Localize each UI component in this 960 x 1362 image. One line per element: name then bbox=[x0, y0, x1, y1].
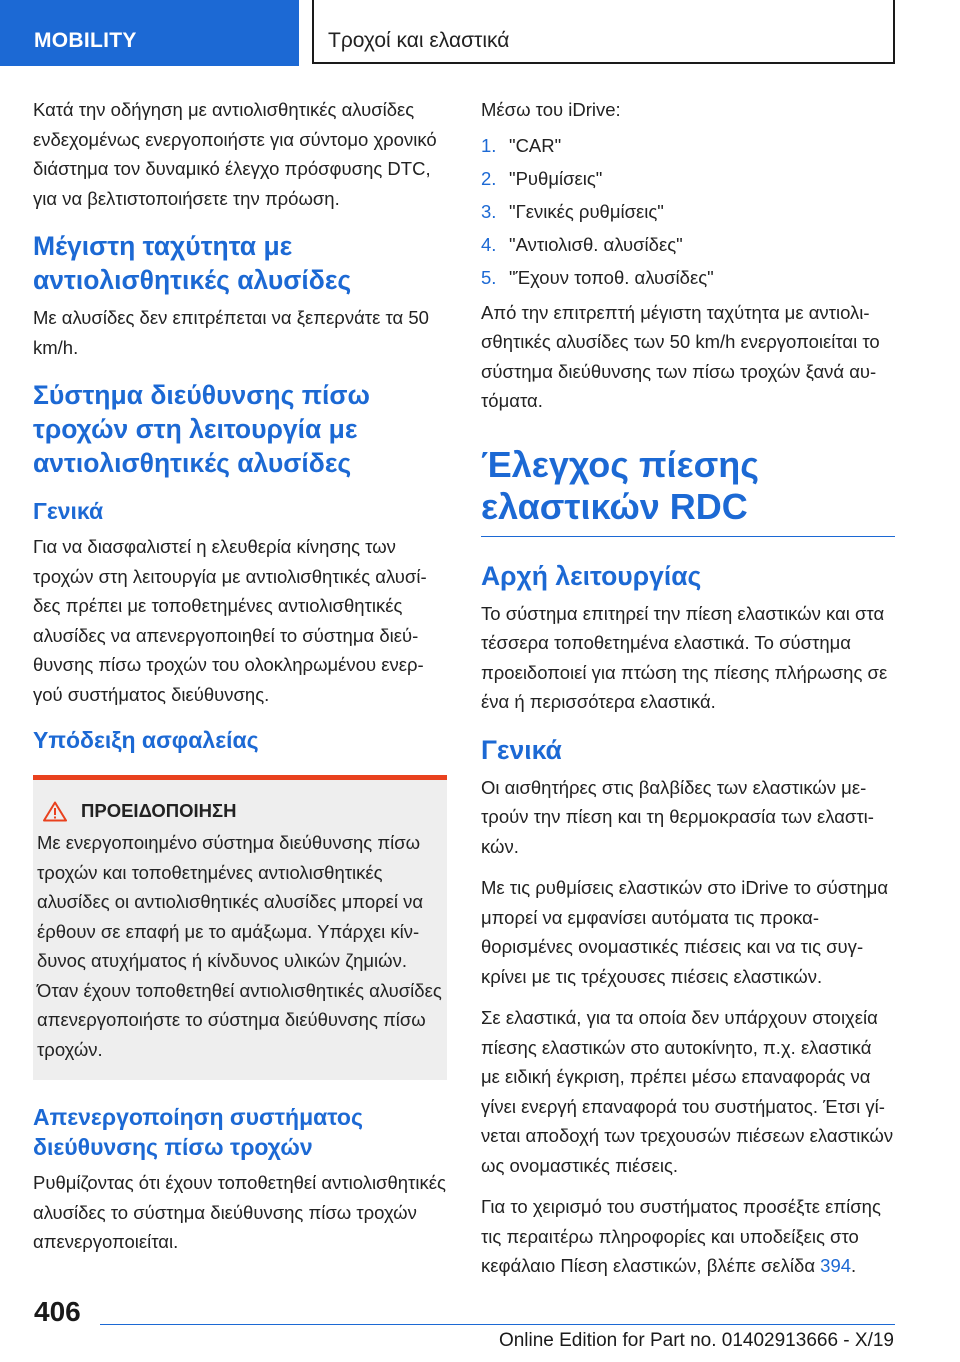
step-text: "CAR" bbox=[509, 134, 562, 156]
page-link-394[interactable]: 394 bbox=[820, 1255, 852, 1276]
max-speed-paragraph: Με αλυσίδες δεν επιτρέπεται να ξεπερνάτε τα 50 km/h. bbox=[33, 307, 429, 358]
via-idrive-label: Μέσω του iDrive: bbox=[481, 99, 621, 120]
warning-box bbox=[33, 775, 447, 1080]
list-item bbox=[481, 162, 895, 195]
general-paragraph-2: Με τις ρυθμίσεις ελαστικών στο iDrive το σύστημα μπορεί να εμφανίσει αυτόματα τις προκαθορισμένες ονομαστικές πιέσεις και να τις συγκρίνει με τις τρέχουσες πιέσεις ελαστικών. bbox=[481, 877, 889, 987]
principle-paragraph: Το σύστημα επιτηρεί την πίεση ελαστικών και στα τέσσερα τοποθετημένα ελαστικά. Το σύστημα προειδοποιεί για πτώση της πίεσης πλήρωσης σε ένα ή περισσότερα ελαστικά. bbox=[481, 602, 888, 712]
right-column bbox=[481, 95, 895, 1293]
general-paragraph-left: Για να διασφαλιστεί η ελευθερία κίνησης των τροχών στη λειτουργία με αντιολισθητικές αλυσίδες πρέπει με τοποθετημένες αντιολισθητικές αλυσίδες να απενεργοποιηθεί το σύστημα διεύθυνσης πίσω τροχών του ολοκληρωμένου ενεργού συστήματος διεύθυνσης. bbox=[33, 536, 427, 705]
general-paragraph-1: Οι αισθητήρες στις βαλβίδες των ελαστικών μετρούν την πίεση και τη θερμοκρασία των ελαστικών. bbox=[481, 776, 874, 857]
step-text: "Γενικές ρυθμίσεις" bbox=[509, 200, 664, 222]
section-tab: MOBILITY bbox=[0, 0, 299, 66]
heading-deactivate: Απενεργοποίηση συστήματος διεύθυνσης πίσω τροχών bbox=[33, 1104, 363, 1160]
left-column bbox=[33, 95, 447, 1269]
warning-triangle-icon bbox=[43, 801, 67, 822]
footer-edition: Online Edition for Part no. 01402913666 - X/19 bbox=[498, 1330, 894, 1351]
intro-paragraph: Κατά την οδήγηση με αντιολισθητικές αλυσίδες ενδεχομένως ενεργοποιήστε για σύντομο χρονικό διάστημα τον δυναμικό έλεγχο πρόσφυσης DTC, για να βελτιστοποιήσετε την πρόωση. bbox=[33, 99, 437, 209]
heading-general-left: Γενικά bbox=[33, 498, 104, 524]
list-item bbox=[481, 261, 895, 294]
step-number: 3. bbox=[481, 200, 497, 222]
step-text: "Ρυθμίσεις" bbox=[509, 167, 603, 189]
warning-header bbox=[37, 800, 447, 822]
page-number: 406 bbox=[34, 1296, 81, 1327]
step-number: 5. bbox=[481, 266, 497, 288]
step-text: "Έχουν τοποθ. αλυσίδες" bbox=[509, 266, 714, 288]
general-paragraph-4 bbox=[481, 1192, 895, 1281]
idrive-steps bbox=[481, 129, 895, 294]
step-number: 1. bbox=[481, 134, 497, 156]
chapter-title: Τροχοί και ελαστικά bbox=[312, 0, 895, 64]
heading-max-speed: Μέγιστη ταχύτητα με αντιολισθητικές αλυσίδες bbox=[33, 231, 352, 295]
warning-text: Με ενεργοποιημένο σύστημα διεύθυνσης πίσω τροχών και τοποθετημένες αντιολισθητικές αλυσίδες οι αντιολισθητικές αλυσίδες μπορεί να έρθουν σε επαφή με το αμάξωμα. Υπάρχει κίνδυνος ατυχήματος ή κίνδυνος υλικών ζημιών. Όταν έχουν τοποθετηθεί αντιολισθητικές αλυσίδες απενεργοποιήστε το σύστημα διεύθυνσης πίσω τροχών. bbox=[37, 832, 442, 1060]
general-paragraph-3: Σε ελαστικά, για τα οποία δεν υπάρχουν στοιχεία πίεσης ελαστικών στο αυτοκίνητο, π.χ. ελαστικά με ειδική έγκριση, πρέπει μέσω επαναφοράς να γίνει ενεργή επαναφορά του συστήματος. Έτσι γίνεται αποδοχή των τρεχουσών πιέσεων ελαστικών ως ονομαστικές πιέσεις. bbox=[481, 1007, 894, 1176]
list-item bbox=[481, 228, 895, 261]
footer-divider bbox=[100, 1324, 895, 1325]
heading-rdc: Έλεγχος πίεσης ελαστικών RDC bbox=[481, 444, 895, 537]
step-text: "Αντιολισθ. αλυσίδες" bbox=[509, 233, 683, 255]
general-paragraph-4-text: Για το χειρισμό του συστήματος προσέξτε επίσης τις περαιτέρω πληροφορίες και υποδείξεις στο κεφάλαιο Πίεση ελαστικών, βλέπε σελίδα bbox=[481, 1196, 881, 1276]
list-item bbox=[481, 195, 895, 228]
list-item bbox=[481, 129, 895, 162]
heading-rear-steering: Σύστημα διεύθυνσης πίσω τροχών στη λειτουργία με αντιολισθητικές αλυσίδες bbox=[33, 380, 370, 478]
after-steps-paragraph: Από την επιτρεπτή μέγιστη ταχύτητα με αντιολισθητικές αλυσίδες των 50 km/h ενεργοποιείται το σύστημα διεύθυνσης των πίσω τροχών ξανά αυτόματα. bbox=[481, 301, 880, 411]
step-number: 2. bbox=[481, 167, 497, 189]
heading-general-right: Γενικά bbox=[481, 734, 562, 765]
deactivate-paragraph: Ρυθμίζοντας ότι έχουν τοποθετηθεί αντιολισθητικές αλυσίδες το σύστημα διεύθυνσης πίσω τροχών απενεργοποιείται. bbox=[33, 1172, 446, 1252]
step-number: 4. bbox=[481, 233, 497, 255]
heading-safety: Υπόδειξη ασφαλείας bbox=[33, 727, 259, 753]
warning-title: ΠΡΟΕΙΔΟΠΟΙΗΣΗ bbox=[81, 800, 237, 821]
heading-principle: Αρχή λειτουργίας bbox=[481, 560, 702, 591]
general-paragraph-4-end: . bbox=[851, 1255, 857, 1276]
